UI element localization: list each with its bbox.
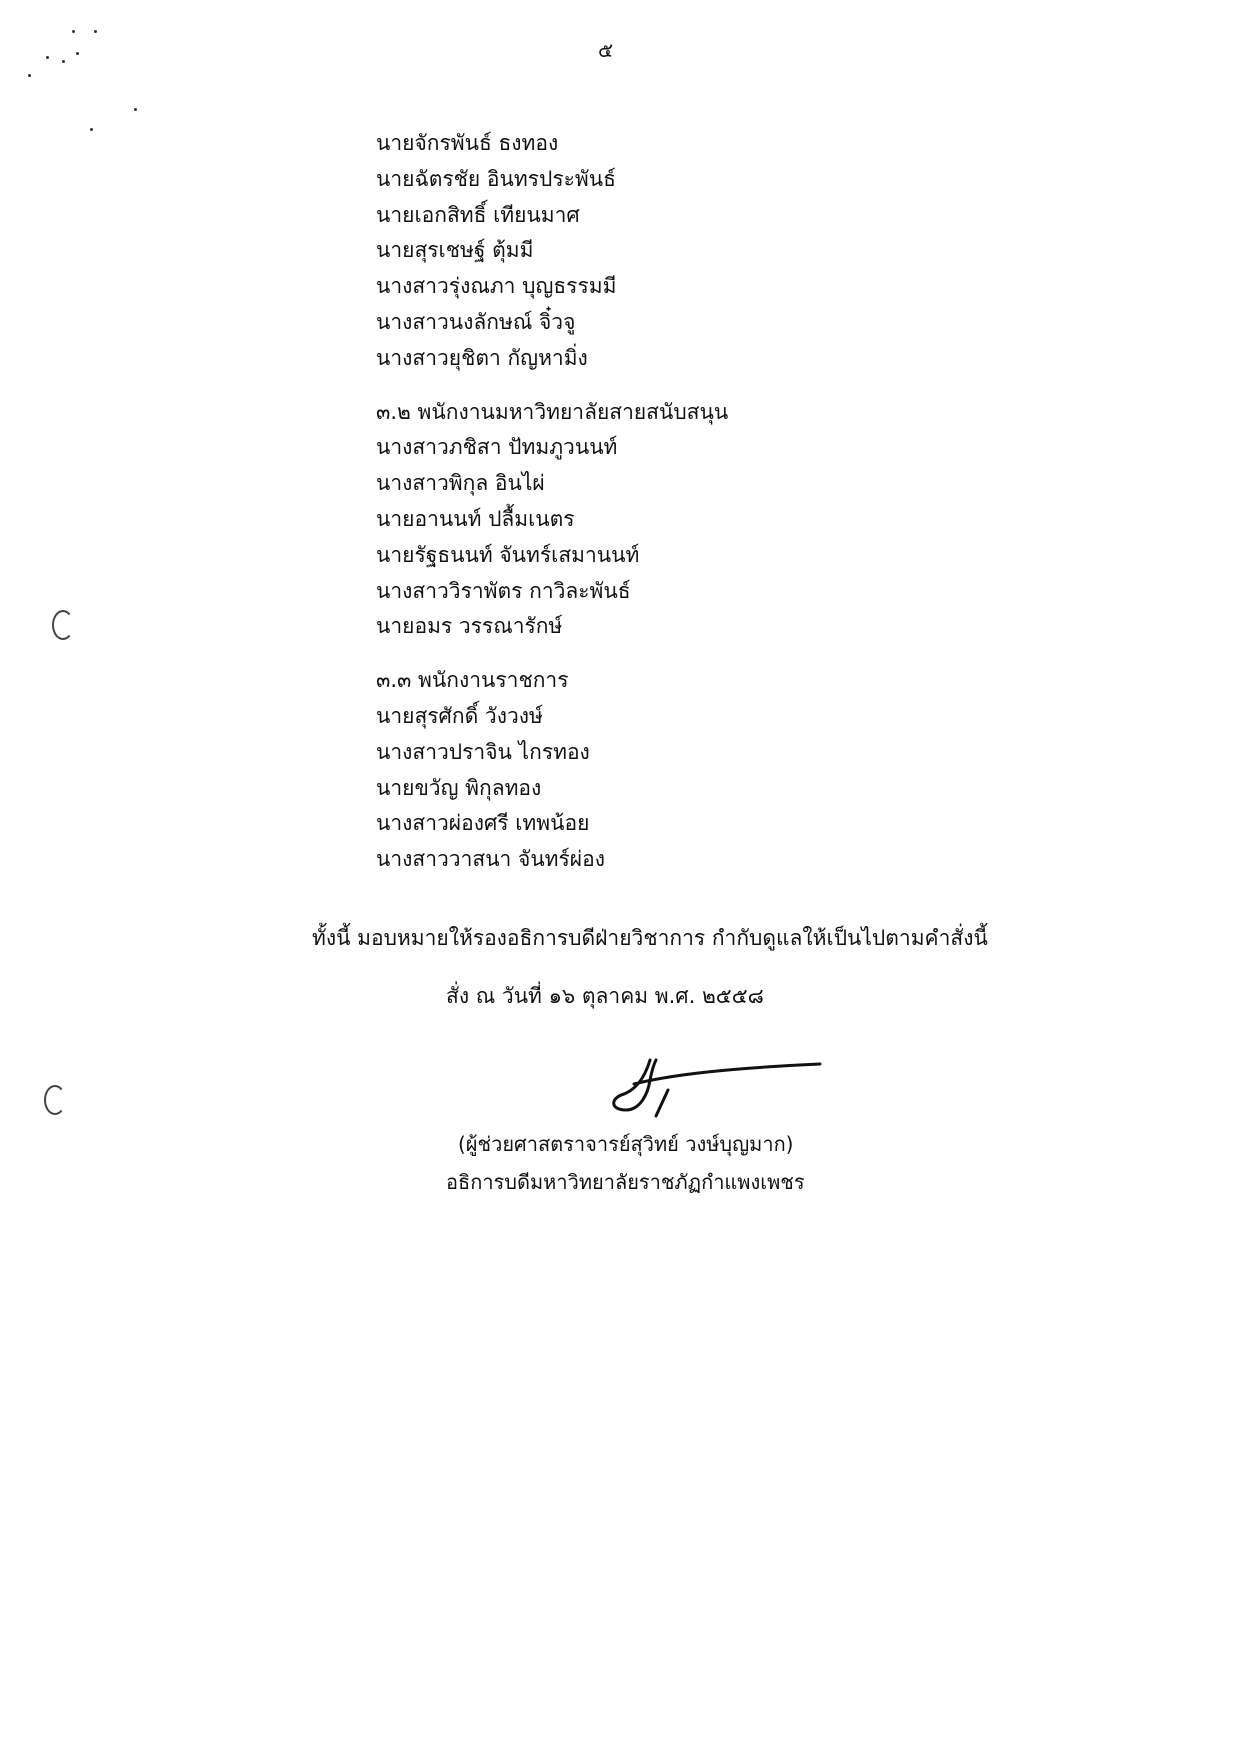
list-item: นางสาวผ่องศรี เทพน้อย	[376, 811, 590, 836]
list-item: นายฉัตรชัย อินทรประพันธ์	[376, 166, 616, 191]
list-item: นางสาววาสนา จันทร์ผ่อง	[376, 847, 605, 872]
list-item: นางสาวยุชิตา กัญหามิ่ง	[376, 345, 588, 370]
signer-name: (ผู้ช่วยศาสตราจารย์สุวิทย์ วงษ์บุญมาก)	[458, 1132, 794, 1156]
list-item: นายเอกสิทธิ์ เทียนมาศ	[376, 202, 580, 227]
scan-speck	[76, 52, 79, 55]
punch-hole-icon	[44, 1085, 66, 1115]
section-heading-3-3: ๓.๓ พนักงานราชการ	[376, 668, 569, 693]
list-item: นางสาววิราพัตร กาวิละพันธ์	[376, 578, 631, 603]
scan-speck	[94, 30, 97, 33]
list-item: นายสุรศักดิ์ วังวงษ์	[376, 703, 543, 728]
scan-speck	[62, 60, 65, 63]
section-heading-3-2: ๓.๒ พนักงานมหาวิทยาลัยสายสนับสนุน	[376, 399, 729, 424]
list-item: นายรัฐธนนท์ จันทร์เสมานนท์	[376, 542, 640, 567]
scan-speck	[72, 30, 75, 33]
scan-speck	[28, 74, 31, 77]
list-item: นางสาวภชิสา ปัทมภูวนนท์	[376, 435, 618, 460]
list-item: นายจักรพันธ์ ธงทอง	[376, 131, 559, 155]
list-item: นายขวัญ พิกุลทอง	[376, 775, 542, 800]
list-item: นางสาวนงลักษณ์ จิ๋วจู	[376, 309, 576, 334]
order-date: สั่ง ณ วันที่ ๑๖ ตุลาคม พ.ศ. ๒๕๕๘	[446, 984, 764, 1008]
punch-hole-icon	[52, 610, 74, 640]
scan-speck	[134, 108, 137, 111]
name-list	[376, 126, 1076, 878]
closing-statement: ทั้งนี้ มอบหมายให้รองอธิการบดีฝ่ายวิชาการ กำกับดูแลให้เป็นไปตามคำสั่งนี้	[312, 926, 988, 950]
list-item: นายอมร วรรณารักษ์	[376, 614, 563, 639]
page-number: ๕	[598, 38, 614, 62]
list-item: นางสาวปราจิน ไกรทอง	[376, 739, 590, 764]
list-item: นายสุรเชษฐ์ ตุ้มมี	[376, 238, 534, 263]
list-item: นางสาวพิกุล อินไผ่	[376, 471, 545, 496]
signer-title: อธิการบดีมหาวิทยาลัยราชภัฏกำแพงเพชร	[446, 1170, 805, 1194]
list-item: นายอานนท์ ปลื้มเนตร	[376, 506, 575, 531]
scan-speck	[90, 128, 93, 131]
scan-speck	[46, 56, 49, 59]
list-item: นางสาวรุ่งณภา บุญธรรมมี	[376, 274, 617, 299]
signature-image	[604, 1050, 824, 1130]
